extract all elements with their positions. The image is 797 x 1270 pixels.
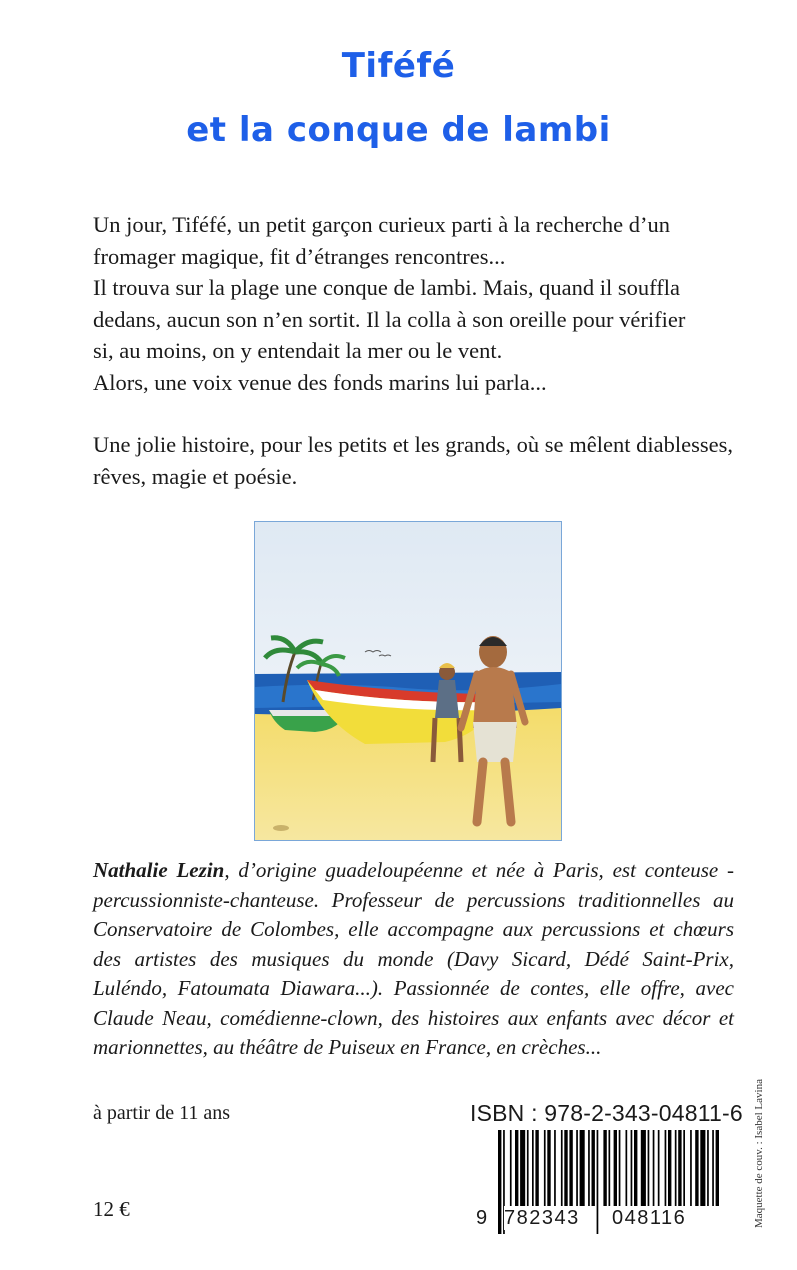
- blurb-line: Alors, une voix venue des fonds marins lui parla...: [93, 369, 547, 395]
- barcode-bar: [614, 1130, 617, 1206]
- barcode-bar: [532, 1130, 534, 1206]
- blurb-line: Un jour, Tiféfé, un petit garçon curieux parti à la recherche d’un: [93, 212, 671, 237]
- barcode-bar: [626, 1130, 628, 1206]
- barcode-bar: [712, 1130, 714, 1206]
- barcode-bar: [527, 1130, 529, 1206]
- barcode-bar: [648, 1130, 650, 1206]
- barcode-bar: [592, 1130, 595, 1206]
- barcode-bar: [609, 1130, 611, 1206]
- barcode-bar: [576, 1130, 578, 1206]
- barcode-bar: [547, 1130, 550, 1206]
- blurb-line: si, au moins, on y entendait la mer ou le vent.: [93, 338, 503, 363]
- barcode-bar: [631, 1130, 633, 1206]
- barcode-bar: [520, 1130, 525, 1206]
- book-title: Tiféfé: [341, 46, 456, 86]
- barcode-group-1: 782343: [504, 1207, 580, 1229]
- barcode-bar: [683, 1130, 685, 1206]
- barcode-bar: [653, 1130, 655, 1206]
- beach-painting-image: [255, 522, 561, 840]
- barcode-bar: [510, 1130, 512, 1206]
- barcode-bar: [580, 1130, 585, 1206]
- barcode-bar: [597, 1130, 599, 1234]
- barcode-bar: [603, 1130, 606, 1206]
- barcode-bar: [515, 1130, 518, 1206]
- barcode-first-digit: 9: [476, 1207, 489, 1229]
- barcode-bar: [544, 1130, 546, 1206]
- blurb-line: fromager magique, fit d’étranges rencontres...: [93, 243, 506, 269]
- barcode-bar: [716, 1130, 719, 1206]
- barcode-bar: [668, 1130, 671, 1206]
- book-subtitle: et la conque de lambi: [186, 110, 611, 150]
- age-range: à partir de 11 ans: [93, 1102, 230, 1124]
- cover-illustration: [254, 521, 562, 841]
- barcode-bar: [658, 1130, 660, 1206]
- cover-credit: Maquette de couv. : Isabel Lavina: [753, 1079, 765, 1228]
- barcode-bar: [498, 1130, 501, 1234]
- barcode-bar: [707, 1130, 709, 1206]
- barcode-bar: [641, 1130, 646, 1206]
- barcode-bar: [588, 1130, 590, 1206]
- barcode-bar: [569, 1130, 572, 1206]
- barcode-bar: [665, 1130, 667, 1206]
- barcode-bar: [554, 1130, 556, 1206]
- author-bio: [93, 856, 734, 1063]
- barcode-bar: [690, 1130, 692, 1206]
- barcode-bar: [561, 1130, 563, 1206]
- author-bio-text: , d’origine guadeloupéenne et née à Paris, est conteuse - percussionniste-chanteuse. Professeur de percussions traditionnelles au Conservatoire de Colombes, elle accompagne aux percussions et chœurs des artistes des musiques du monde (Davy Sicard, Dédé Saint-Prix, Luléndo, Fatoumata Diawara...). Passionnée de contes, elle offre, avec Claude Neau, comédienne-clown, des histoires aux enfants avec décor et marionnettes, au théâtre de Puiseux en France, en crèches...: [93, 858, 734, 1059]
- barcode-bar: [634, 1130, 637, 1206]
- price: 12 €: [93, 1197, 130, 1221]
- barcode-bar: [695, 1130, 698, 1206]
- barcode-bar: [675, 1130, 677, 1206]
- barcode-bar: [678, 1130, 681, 1206]
- barcode-bar: [564, 1130, 567, 1206]
- barcode-bar: [535, 1130, 538, 1206]
- author-name: Nathalie Lezin: [93, 858, 225, 882]
- isbn-number: ISBN : 978-2-343-04811-6: [470, 1100, 743, 1126]
- blurb-line: dedans, aucun son n’en sortit. Il la colla à son oreille pour vérifier: [93, 306, 686, 332]
- barcode-bar: [700, 1130, 705, 1206]
- blurb-paragraph-1: [93, 209, 733, 492]
- barcode-group-2: 048116: [612, 1207, 687, 1229]
- blurb-paragraph-2: Une jolie histoire, pour les petits et les grands, où se mêlent diablesses, rêves, magie et poésie.: [93, 432, 733, 489]
- blurb-line: Il trouva sur la plage une conque de lambi. Mais, quand il souffla: [93, 275, 680, 300]
- barcode-bar: [619, 1130, 621, 1206]
